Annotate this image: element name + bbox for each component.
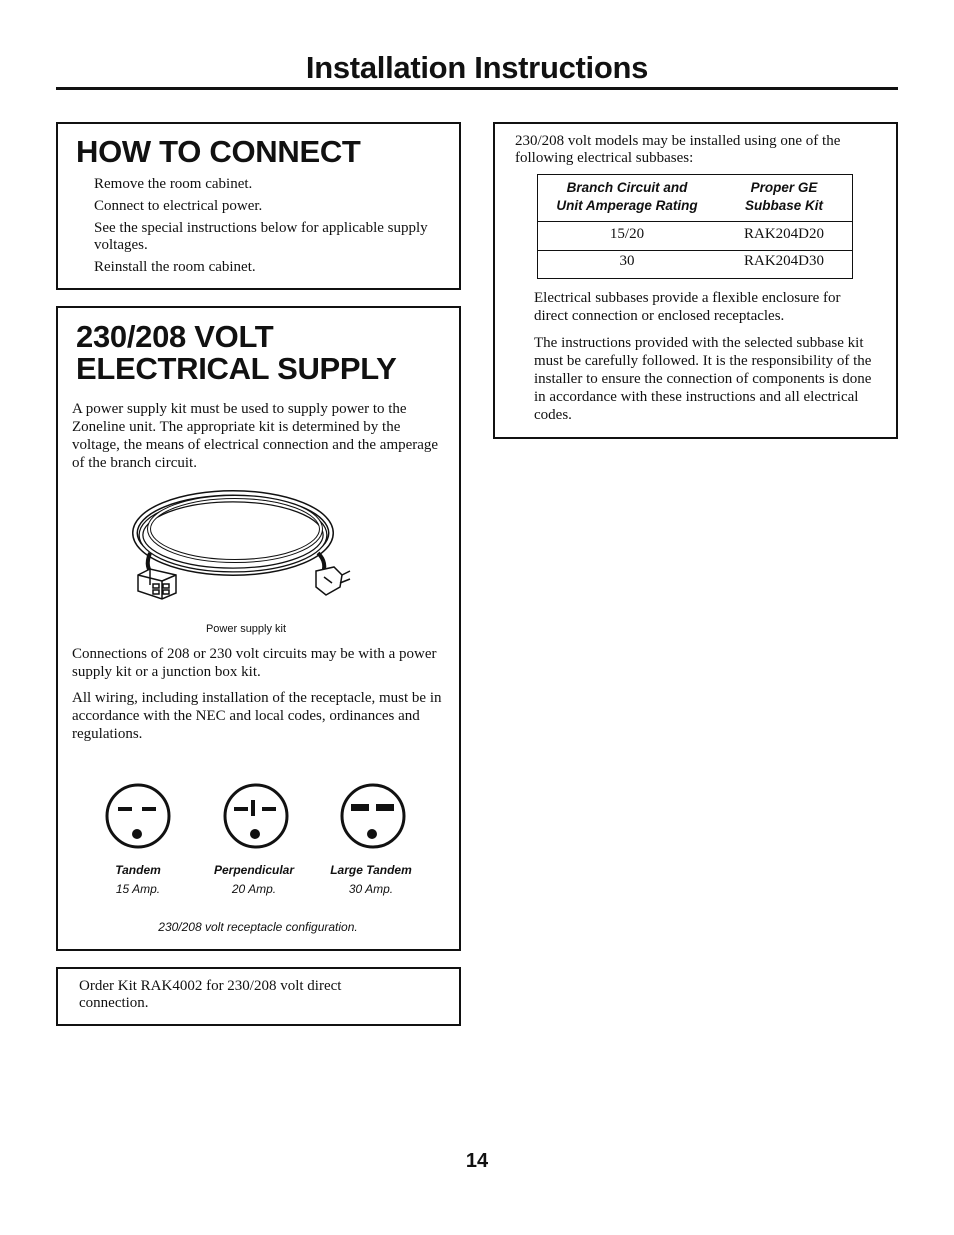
order-kit-note — [56, 967, 461, 1026]
table-cell-kit: RAK204D20 — [743, 226, 824, 242]
subbase-section — [493, 122, 898, 439]
supply-intro: A power supply kit must be used to supply power to the Zoneline unit. The appropriate kit is determined by the voltage, the means of electrical connection and the amperage of the branch circuit. — [72, 401, 439, 471]
subbase-table — [537, 174, 853, 279]
how-to-connect-heading: HOW TO CONNECT — [76, 134, 361, 169]
table-cell-rating: 30 — [619, 253, 635, 269]
table-header-kit-line1: Proper GE — [750, 180, 818, 195]
page-title: Installation Instructions — [305, 50, 649, 85]
title-divider — [56, 87, 898, 90]
receptacle-name: Large Tandem — [330, 863, 412, 877]
tandem-receptacle-icon — [104, 782, 172, 850]
table-header-rating-line1: Branch Circuit and — [566, 180, 688, 195]
receptacle-name: Perpendicular — [213, 863, 295, 877]
subbase-flexible-text: Electrical subbases provide a flexible enclosure for direct connection or enclosed receptacles. — [534, 290, 841, 324]
supply-heading-line2: ELECTRICAL SUPPLY — [76, 351, 397, 386]
table-header-kit-line2: Subbase Kit — [744, 198, 823, 213]
receptacle-amp: 20 Amp. — [231, 882, 277, 896]
receptacle-configuration-caption: 230/208 volt receptacle configuration. — [158, 920, 358, 934]
table-cell-rating: 15/20 — [609, 226, 645, 242]
electrical-supply-section — [56, 306, 461, 951]
table-divider — [538, 221, 852, 222]
power-supply-kit-image — [128, 483, 358, 603]
step-item: Remove the room cabinet. — [94, 176, 253, 192]
order-kit-text: Order Kit RAK4002 for 230/208 volt direct connection. — [79, 978, 342, 1011]
table-cell-kit: RAK204D30 — [743, 253, 824, 269]
receptacle-amp: 15 Amp. — [115, 882, 161, 896]
receptacle-amp: 30 Amp. — [348, 882, 394, 896]
power-supply-kit-caption: Power supply kit — [205, 623, 287, 635]
supply-heading-line1: 230/208 VOLT — [76, 319, 274, 354]
large-tandem-receptacle-icon — [339, 782, 407, 850]
subbase-instructions-text: The instructions provided with the selected subbase kit must be carefully followed. It is the responsibility of the installer to ensure the connection of components is done in accordance with these instructions and all electrical codes. — [534, 335, 872, 423]
step-item: See the special instructions below for applicable supply voltages. — [94, 220, 428, 253]
table-header-rating-line2: Unit Amperage Rating — [556, 198, 698, 213]
table-divider — [538, 250, 852, 251]
page-number: 14 — [465, 1150, 489, 1172]
receptacle-name: Tandem — [115, 863, 161, 877]
how-to-connect-section — [56, 122, 461, 290]
supply-wiring-text: All wiring, including installation of the receptacle, must be in accordance with the NEC and local codes, ordinances and regulations. — [72, 690, 442, 742]
table-header-kit — [716, 179, 852, 215]
subbase-intro: 230/208 volt models may be installed using one of the following electrical subbases: — [515, 133, 841, 166]
step-item: Connect to electrical power. — [94, 198, 263, 214]
supply-connections-text: Connections of 208 or 230 volt circuits may be with a power supply kit or a junction box kit. — [72, 646, 437, 680]
table-header-rating — [538, 179, 716, 215]
step-item: Reinstall the room cabinet. — [94, 259, 256, 275]
perpendicular-receptacle-icon — [222, 782, 290, 850]
